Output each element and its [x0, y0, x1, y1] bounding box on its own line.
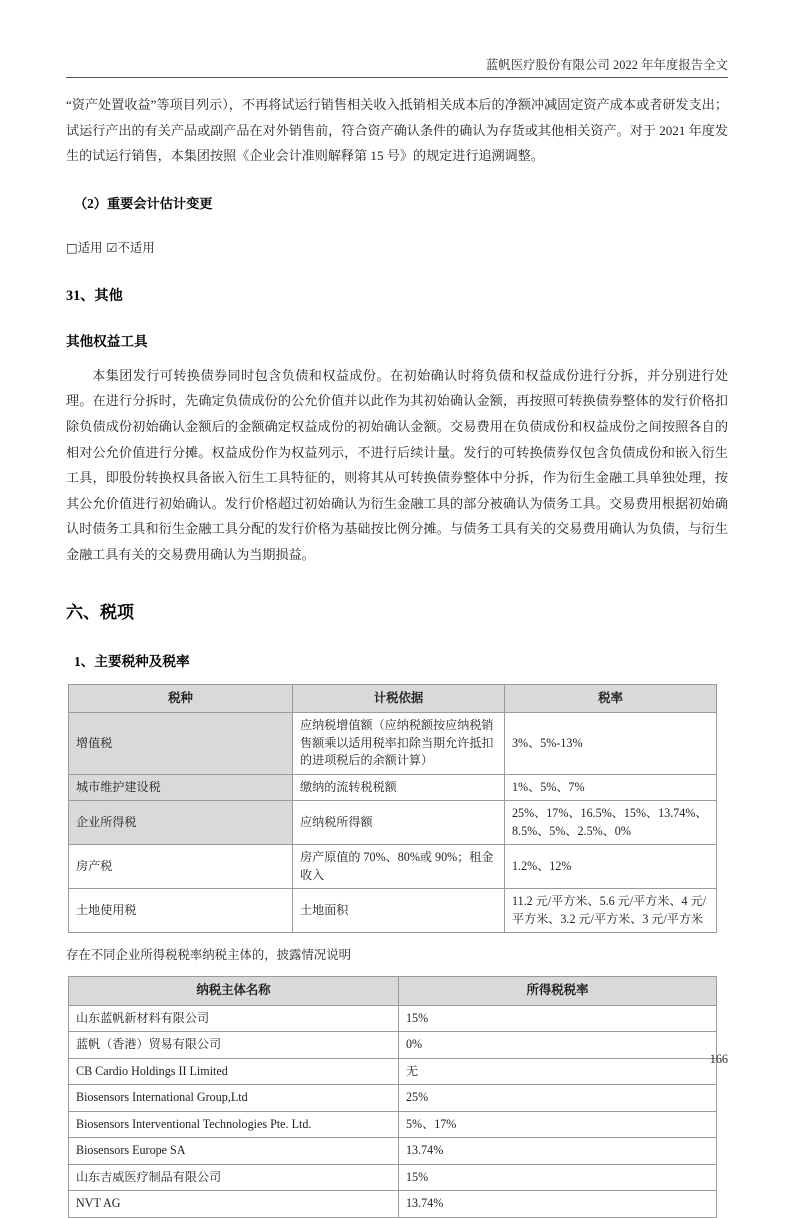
table-row	[69, 801, 717, 845]
cell-tax-basis: 房产原值的 70%、80%或 90%；租金收入	[293, 845, 505, 889]
cell-tax-type: 增值税	[69, 713, 293, 775]
cell-entity-name: CB Cardio Holdings II Limited	[69, 1058, 399, 1085]
cell-tax-rate: 1.2%、12%	[505, 845, 717, 889]
table-header-row	[69, 684, 717, 713]
heading-item-31: 31、其他	[66, 287, 123, 304]
table-row	[69, 713, 717, 775]
column-header-tax-rate: 税率	[505, 684, 717, 713]
cell-entity-rate: 13.74%	[399, 1138, 717, 1165]
tax-types-and-rates-table	[68, 684, 717, 934]
cell-entity-rate: 15%	[399, 1164, 717, 1191]
cell-entity-name: 蓝帆（香港）贸易有限公司	[69, 1032, 399, 1059]
cell-entity-name: Biosensors Europe SA	[69, 1138, 399, 1165]
cell-entity-rate: 0%	[399, 1032, 717, 1059]
cell-tax-type: 房产税	[69, 845, 293, 889]
heading-section-six: 六、税项	[66, 602, 134, 622]
cell-entity-rate: 25%	[399, 1085, 717, 1112]
cell-tax-rate: 25%、17%、16.5%、15%、13.74%、8.5%、5%、2.5%、0%	[505, 801, 717, 845]
cell-entity-name: Biosensors International Group,Ltd	[69, 1085, 399, 1112]
table-row	[69, 1138, 717, 1165]
table-header-row	[69, 977, 717, 1006]
cell-entity-rate: 无	[399, 1058, 717, 1085]
cell-entity-name: 山东吉威医疗制品有限公司	[69, 1164, 399, 1191]
cell-tax-basis: 土地面积	[293, 889, 505, 933]
paragraph-continued: “资产处置收益”等项目列示），不再将试运行销售相关收入抵销相关成本后的净额冲减固定资产成本或者研发支出；试运行产出的有关产品或副产品在对外销售前，符合资产确认条件的确认为存货或其他相关资产。对于 2021 年度发生的试运行销售，本集团按照《企业会计准则解释第 15 号》的规定进行追溯调整。	[66, 97, 728, 164]
cell-entity-rate: 5%、17%	[399, 1111, 717, 1138]
taxpaying-entities-table	[68, 976, 717, 1218]
table-row	[69, 774, 717, 801]
cell-tax-rate: 1%、5%、7%	[505, 774, 717, 801]
applicable-checkbox-line[interactable]: □适用 ☑不适用	[66, 239, 155, 255]
cell-tax-rate: 3%、5%-13%	[505, 713, 717, 775]
cell-tax-rate: 11.2 元/平方米、5.6 元/平方米、4 元/平方米、3.2 元/平方米、3 元/平方米	[505, 889, 717, 933]
column-header-entity-name: 纳税主体名称	[69, 977, 399, 1006]
table-row	[69, 1164, 717, 1191]
running-header: 蓝帆医疗股份有限公司 2022 年年度报告全文	[485, 58, 728, 72]
table-row	[69, 1111, 717, 1138]
heading-other-equity-instruments: 其他权益工具	[66, 333, 148, 349]
cell-tax-type: 城市维护建设税	[69, 774, 293, 801]
column-header-tax-basis: 计税依据	[293, 684, 505, 713]
cell-tax-basis: 应纳税增值额（应纳税额按应纳税销售额乘以适用税率扣除当期允许抵扣的进项税后的余额计算）	[293, 713, 505, 775]
table-row	[69, 845, 717, 889]
paragraph-other-equity: 本集团发行可转换债券同时包含负债和权益成份。在初始确认时将负债和权益成份进行分拆，并分别进行处理。在进行分拆时，先确定负债成份的公允价值并以此作为其初始确认金额，再按照可转换债券整体的发行价格扣除负债成份初始确认金额后的金额确定权益成份的初始确认金额。交易费用在负债成份和权益成份之间按照各自的相对公允价值进行分摊。权益成份作为权益列示，不进行后续计量。发行的可转换债券仅包含负债成份和嵌入衍生工具，即股份转换权具备嵌入衍生工具特征的，则将其从可转换债券整体中分拆，作为衍生金融工具单独处理，按其公允价值进行初始确认。发行价格超过初始确认为衍生金融工具的部分被确认为债务工具。交易费用根据初始确认时债务工具和衍生金融工具分配的发行价格为基础按比例分摊。与债务工具有关的交易费用确认为负债，与衍生金融工具有关的交易费用确认为当期损益。	[66, 367, 728, 562]
cell-tax-type: 土地使用税	[69, 889, 293, 933]
heading-subsection-2: （2）重要会计估计变更	[74, 195, 213, 211]
table-row	[69, 889, 717, 933]
cell-tax-basis: 应纳税所得额	[293, 801, 505, 845]
note-different-income-tax-rates: 存在不同企业所得税税率纳税主体的，披露情况说明	[66, 948, 351, 963]
heading-section-six-sub1: 1、主要税种及税率	[74, 653, 190, 669]
column-header-income-tax-rate: 所得税税率	[399, 977, 717, 1006]
table-row	[69, 1191, 717, 1218]
table-row	[69, 1085, 717, 1112]
header-rule	[66, 77, 728, 78]
page-number: 166	[709, 1052, 728, 1066]
page-content	[66, 92, 728, 1218]
cell-tax-basis: 缴纳的流转税税额	[293, 774, 505, 801]
cell-tax-type: 企业所得税	[69, 801, 293, 845]
column-header-tax-type: 税种	[69, 684, 293, 713]
cell-entity-name: NVT AG	[69, 1191, 399, 1218]
cell-entity-name: 山东蓝帆新材料有限公司	[69, 1005, 399, 1032]
table-row	[69, 1005, 717, 1032]
cell-entity-rate: 13.74%	[399, 1191, 717, 1218]
cell-entity-name: Biosensors Interventional Technologies Pte. Ltd.	[69, 1111, 399, 1138]
cell-entity-rate: 15%	[399, 1005, 717, 1032]
